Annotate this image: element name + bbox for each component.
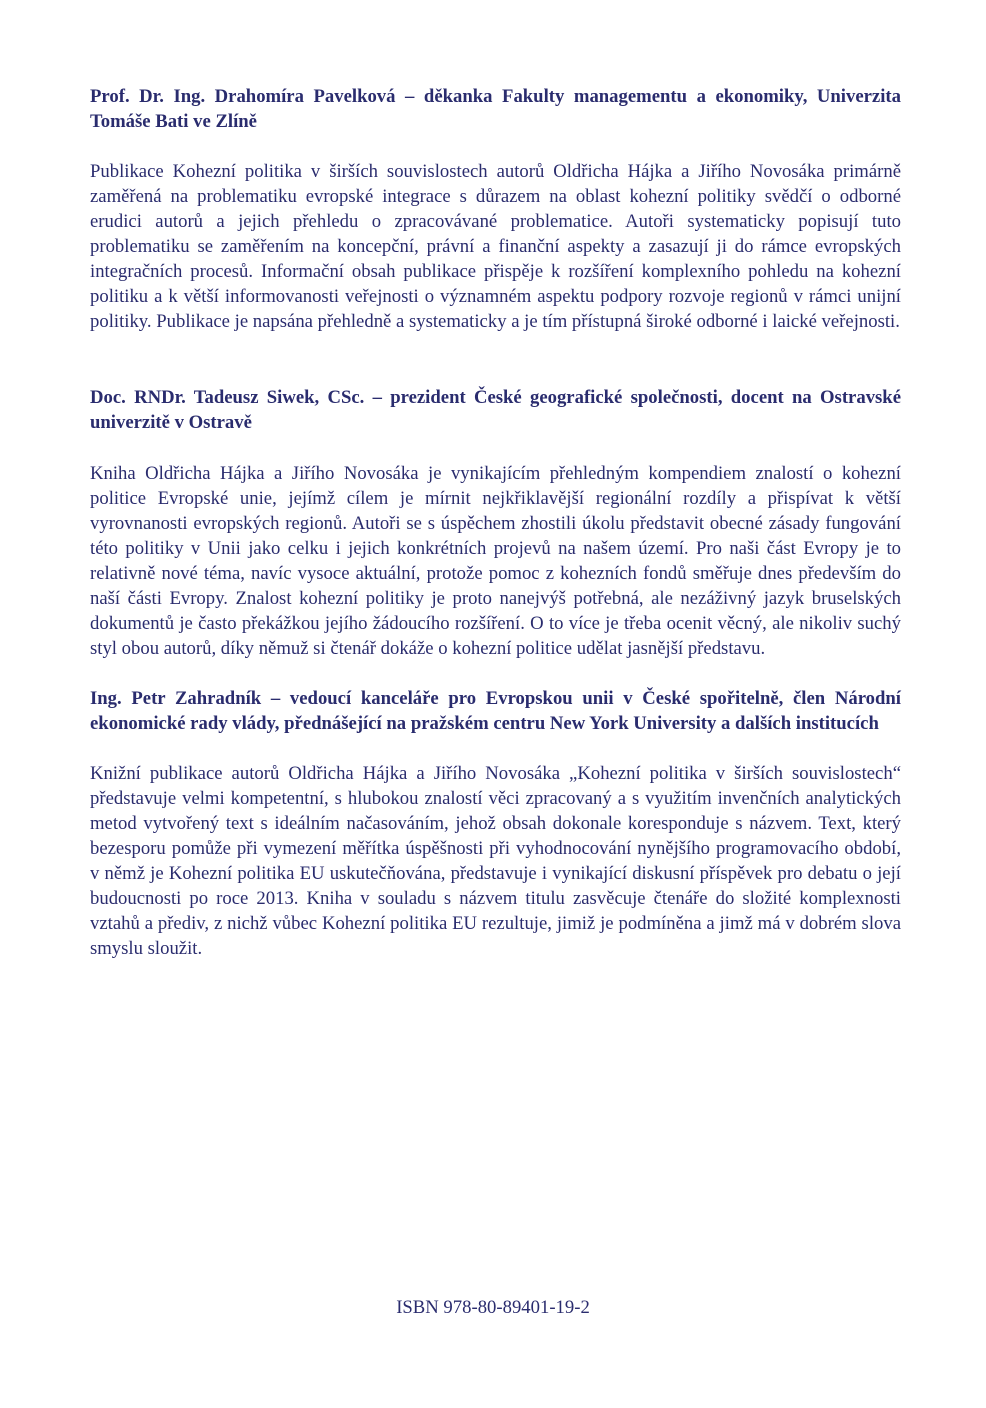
review-pavelkova [90,84,901,334]
review-siwek [90,385,901,661]
review-body: Publikace Kohezní politika v širších souvislostech autorů Oldřicha Hájka a Jiřího Novosáka primárně zaměřená na problematiku evropské integrace s důrazem na oblast kohezní politiky svědčí o odborné erudici autorů a jejich přehledu o zpracovávané problematice. Autoři systematicky popisují tuto problematiku se zaměřením na koncepční, právní a finanční aspekty a zasazují ji do rámce evropských integračních procesů. Informační obsah publikace přispěje k rozšíření komplexního pohledu na kohezní politiku a k větší informovanosti veřejnosti o významném aspektu podpory rozvoje regionů v rámci unijní politiky. Publikace je napsána přehledně a systematicky a je tím přístupná široké odborné i laické veřejnosti. [90,161,901,332]
review-body: Knižní publikace autorů Oldřicha Hájka a Jiřího Novosáka „Kohezní politika v širších souvislostech“ představuje velmi kompetentní, s hlubokou znalostí věci zpracovaný a s využitím invenčních analytických metod vytvořený text s ideálním načasováním, jehož obsah dokonale koresponduje s názvem. Text, který bezesporu pomůže při vymezení měřítka úspěšnosti při vyhodnocování nynějšího programovacího období, v němž je Kohezní politika EU uskutečňována, představuje i vynikající diskusní příspěvek pro debatu o její budoucnosti po roce 2013. Kniha v souladu s názvem titulu zasvěcuje čtenáře do složité komplexnosti vztahů a přediv, z nichž vůbec Kohezní politika EU rezultuje, jimiž je podmíněna a jimž má v dobrém slova smyslu sloužit. [90,763,901,959]
review-heading: Ing. Petr Zahradník – vedoucí kanceláře pro Evropskou unii v České spořitelně, člen Národní ekonomické rady vlády, přednášející na pražském centru New York University a dalších institucích [90,688,901,734]
review-heading: Prof. Dr. Ing. Drahomíra Pavelková – děkanka Fakulty managementu a ekonomiky, Univerzita Tomáše Bati ve Zlíně [90,86,901,132]
review-heading: Doc. RNDr. Tadeusz Siwek, CSc. – prezident České geografické společnosti, docent na Ostravské univerzitě v Ostravě [90,387,901,433]
review-body: Kniha Oldřicha Hájka a Jiřího Novosáka je vynikajícím přehledným kompendiem znalostí o kohezní politice Evropské unie, jejímž cílem je mírnit nejkřiklavější regionální rozdíly a přispívat k větší vyrovnanosti evropských regionů. Autoři se s úspěchem zhostili úkolu představit obecné zásady fungování této politiky v Unii jako celku i jejich konkrétních projevů na našem území. Pro naši část Evropy je to relativně nové téma, navíc vysoce aktuální, protože pomoc z kohezních fondů směřuje dnes především do naší části Evropy. Znalost kohezní politiky je proto nanejvýš potřebná, ale nezáživný jazyk bruselských dokumentů je často překážkou jejího žádoucího rozšíření. O to více je třeba ocenit věcný, ale nikoliv suchý styl obou autorů, díky němuž si čtenář dokáže o kohezní politice udělat jasnější představu. [90,463,901,659]
isbn-number: ISBN 978-80-89401-19-2 [396,1297,590,1318]
review-zahradnik [90,686,901,961]
document-page [90,84,901,961]
